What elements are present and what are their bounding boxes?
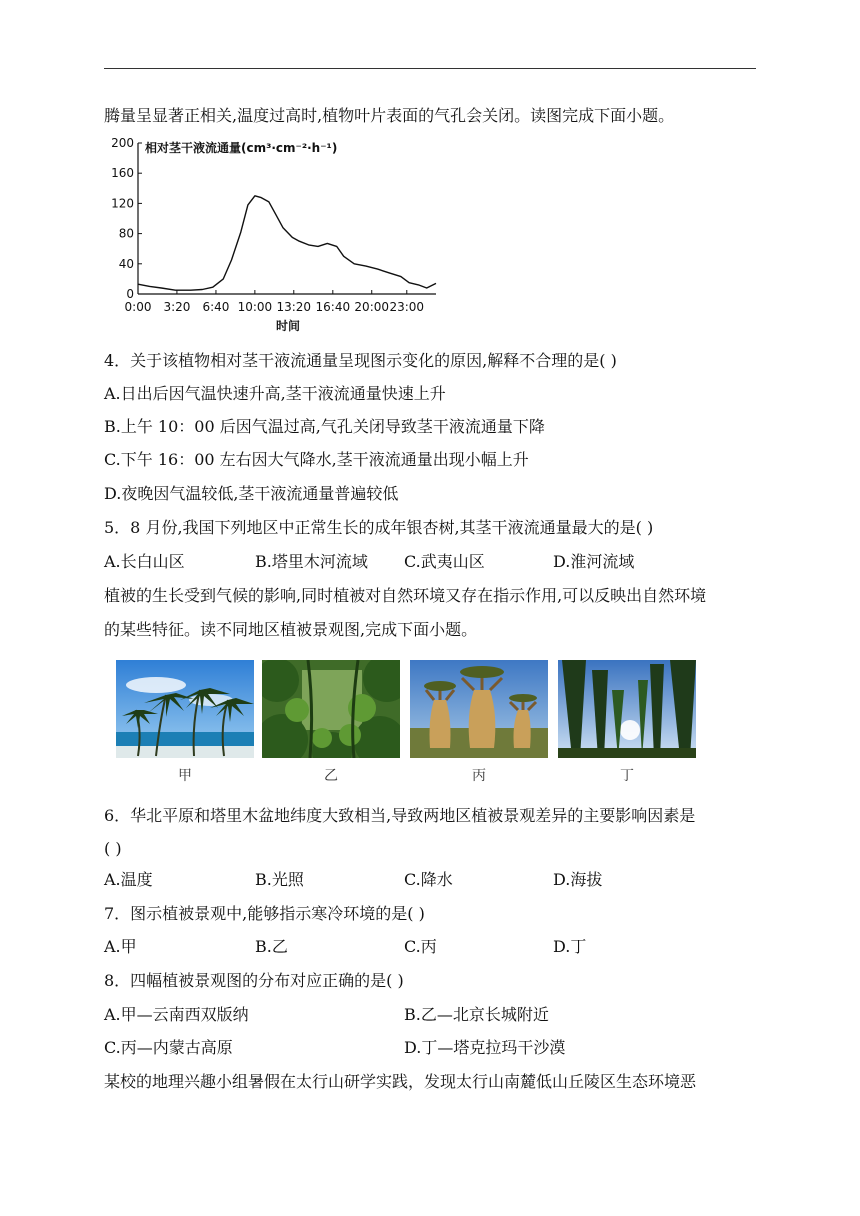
y-tick-label: 0 xyxy=(126,287,134,301)
q7-option-a: A.甲 xyxy=(104,937,137,956)
x-tick-label: 3:20 xyxy=(163,300,191,314)
photo-caption-bing: 丙 xyxy=(472,768,486,784)
x-tick-label: 16:40 xyxy=(315,300,351,314)
passage3-text: 某校的地理兴趣小组暑假在太行山研学实践，发现太行山南麓低山丘陵区生态环境恶 xyxy=(104,1072,697,1091)
q8-stem: 8．四幅植被景观图的分布对应正确的是( ) xyxy=(104,971,404,990)
photo-caption-ding: 丁 xyxy=(620,768,634,784)
y-tick-label: 200 xyxy=(111,136,134,150)
q8-option-a: A.甲—云南西双版纳 xyxy=(104,1005,249,1024)
q4-option-c: C.下午 16：00 左右因大气降水,茎干液流通量出现小幅上升 xyxy=(104,450,529,469)
y-tick-label: 120 xyxy=(111,196,134,211)
x-tick-label: 13:20 xyxy=(276,300,312,314)
x-tick-label: 6:40 xyxy=(202,300,230,314)
passage2-line1: 植被的生长受到气候的影响,同时植被对自然环境又存在指示作用,可以反映出自然环境 xyxy=(104,586,707,605)
x-tick-label: 23:00 xyxy=(389,300,425,314)
q6-option-d: D.海拔 xyxy=(553,870,603,889)
rainforest-photo xyxy=(262,660,400,758)
q6-option-a: A.温度 xyxy=(104,870,153,889)
conifer-forest-photo xyxy=(558,660,696,758)
sap-flow-chart xyxy=(100,130,445,335)
q8-option-c: C.丙—内蒙古高原 xyxy=(104,1038,233,1057)
y-tick-label: 40 xyxy=(118,256,134,271)
q7-option-b: B.乙 xyxy=(255,937,288,956)
x-tick-label: 20:00 xyxy=(354,300,390,314)
chart-series xyxy=(138,196,436,290)
q4-stem: 4．关于该植物相对茎干液流通量呈现图示变化的原因,解释不合理的是( ) xyxy=(104,351,617,370)
q8-option-d: D.丁—塔克拉玛干沙漠 xyxy=(404,1038,566,1057)
chart-axes xyxy=(138,143,436,294)
q5-option-d: D.淮河流域 xyxy=(553,552,635,571)
palm-tree-beach-photo xyxy=(116,660,254,758)
baobab-savanna-photo xyxy=(410,660,548,758)
q7-option-d: D.丁 xyxy=(553,937,587,956)
q6-stem: 6．华北平原和塔里木盆地纬度大致相当,导致两地区植被景观差异的主要影响因素是 xyxy=(104,806,696,825)
photo-caption-yi: 乙 xyxy=(324,768,338,784)
y-tick-label: 160 xyxy=(111,166,134,181)
q5-stem: 5．8 月份,我国下列地区中正常生长的成年银杏树,其茎干液流通量最大的是( ) xyxy=(104,518,654,537)
q4-option-b: B.上午 10：00 后因气温过高,气孔关闭导致茎干液流通量下降 xyxy=(104,417,545,436)
header-rule xyxy=(104,68,756,69)
y-tick-label: 80 xyxy=(118,226,134,241)
chart-xlabel: 时间 xyxy=(275,319,301,333)
q7-option-c: C.丙 xyxy=(404,937,437,956)
q5-option-b: B.塔里木河流域 xyxy=(255,552,368,571)
series-line xyxy=(138,196,436,290)
q5-option-c: C.武夷山区 xyxy=(404,552,485,571)
intro-text: 腾量呈显著正相关,温度过高时,植物叶片表面的气孔会关闭。读图完成下面小题。 xyxy=(104,106,675,125)
q6-option-c: C.降水 xyxy=(404,870,453,889)
q8-option-b: B.乙—北京长城附近 xyxy=(404,1005,549,1024)
x-tick-label: 10:00 xyxy=(237,300,273,314)
q7-stem: 7．图示植被景观中,能够指示寒冷环境的是( ) xyxy=(104,904,425,923)
q4-option-a: A.日出后因气温快速升高,茎干液流通量快速上升 xyxy=(104,384,446,403)
q6-stem-blank: ( ) xyxy=(104,839,122,858)
q6-option-b: B.光照 xyxy=(255,870,304,889)
q5-option-a: A.长白山区 xyxy=(104,552,185,571)
passage2-line2: 的某些特征。读不同地区植被景观图,完成下面小题。 xyxy=(104,620,478,639)
q4-option-d: D.夜晚因气温较低,茎干液流通量普遍较低 xyxy=(104,484,399,503)
x-tick-label: 0:00 xyxy=(124,300,152,314)
chart-title: 相对茎干液流通量(cm³·cm⁻²·h⁻¹) xyxy=(145,141,338,155)
photo-caption-jia: 甲 xyxy=(178,768,192,784)
